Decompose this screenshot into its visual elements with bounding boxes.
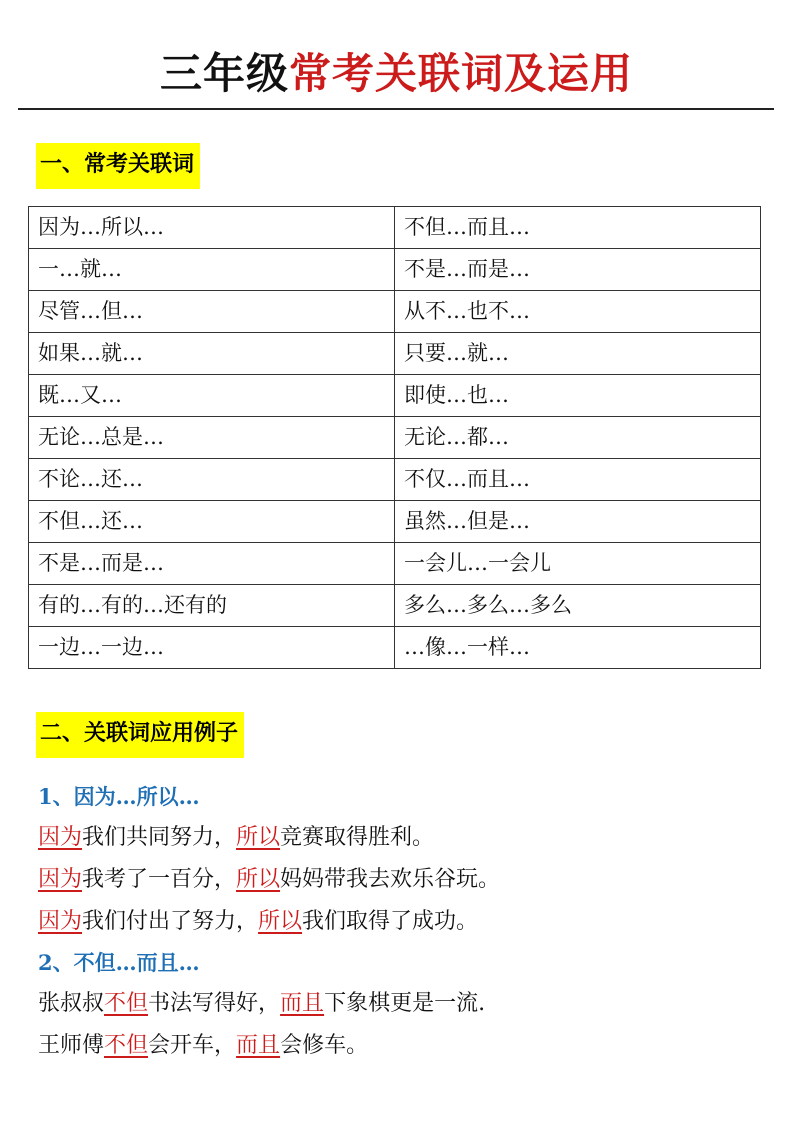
sentence-text: 会修车。 [280,1033,369,1058]
sentence-text: 竞赛取得胜利。 [280,825,435,850]
table-cell: 因为…所以… [29,207,395,249]
table-cell: 即使…也… [395,375,761,417]
table-cell: 多么…多么…多么 [395,585,761,627]
sentence-text: 妈妈带我去欢乐谷玩。 [280,867,501,892]
title-grade: 三年级 [159,49,289,98]
example-sentence [38,983,778,1025]
conjunction-keyword: 不但 [104,991,149,1016]
table-cell: 从不…也不… [395,291,761,333]
table-row [29,375,761,417]
table-cell: 有的…有的…还有的 [29,585,395,627]
conjunction-keyword: 不但 [104,1033,149,1058]
example-sentence [38,901,778,943]
conjunction-table [28,206,761,669]
table-cell: 既…又… [29,375,395,417]
table-cell: 不但…而且… [395,207,761,249]
table-cell: …像…一样… [395,627,761,669]
table-cell: 无论…总是… [29,417,395,459]
conjunction-keyword: 因为 [38,867,83,892]
table-row [29,417,761,459]
examples-area [38,777,778,1067]
table-cell: 不论…还… [29,459,395,501]
sentence-text: 张叔叔 [38,991,105,1016]
section-heading-common-conjunctions: 一、常考关联词 [36,143,200,189]
title-topic: 常考关联词及运用 [289,49,634,98]
example-sentence [38,859,778,901]
table-cell: 虽然…但是… [395,501,761,543]
table-cell: 如果…就… [29,333,395,375]
table-row [29,291,761,333]
sentence-text: 王师傅 [38,1033,105,1058]
conjunction-table-body [29,207,761,669]
table-cell: 尽管…但… [29,291,395,333]
table-cell: 一边…一边… [29,627,395,669]
sentence-text: 我们取得了成功。 [302,909,479,934]
table-cell: 不但…还… [29,501,395,543]
sentence-text: 书法写得好， [148,991,281,1016]
conjunction-keyword: 而且 [280,991,325,1016]
table-cell: 不是…而是… [395,249,761,291]
table-cell: 一会儿…一会儿 [395,543,761,585]
table-cell: 不是…而是… [29,543,395,585]
conjunction-keyword: 而且 [236,1033,281,1058]
conjunction-keyword: 因为 [38,909,83,934]
table-cell: 不仅…而且… [395,459,761,501]
table-cell: 一…就… [29,249,395,291]
title-divider [18,108,774,110]
sentence-text: 下象棋更是一流. [324,991,486,1016]
table-cell: 无论…都… [395,417,761,459]
table-row [29,459,761,501]
sentence-text: 我们付出了努力， [82,909,259,934]
example-heading: 2、不但…而且… [38,950,200,975]
sentence-text: 会开车， [148,1033,237,1058]
sentence-text: 我考了一百分， [82,867,237,892]
table-cell: 只要…就… [395,333,761,375]
table-row [29,585,761,627]
example-sentence [38,1025,778,1067]
conjunction-keyword: 所以 [236,825,281,850]
example-sentence [38,817,778,859]
table-row [29,501,761,543]
page-title [0,44,793,104]
table-row [29,333,761,375]
conjunction-keyword: 所以 [258,909,303,934]
section-heading-examples: 二、关联词应用例子 [36,712,244,758]
conjunction-keyword: 所以 [236,867,281,892]
table-row [29,249,761,291]
sentence-text: 我们共同努力， [82,825,237,850]
example-heading: 1、因为…所以… [38,784,200,809]
table-row [29,207,761,249]
table-row [29,627,761,669]
conjunction-keyword: 因为 [38,825,83,850]
table-row [29,543,761,585]
